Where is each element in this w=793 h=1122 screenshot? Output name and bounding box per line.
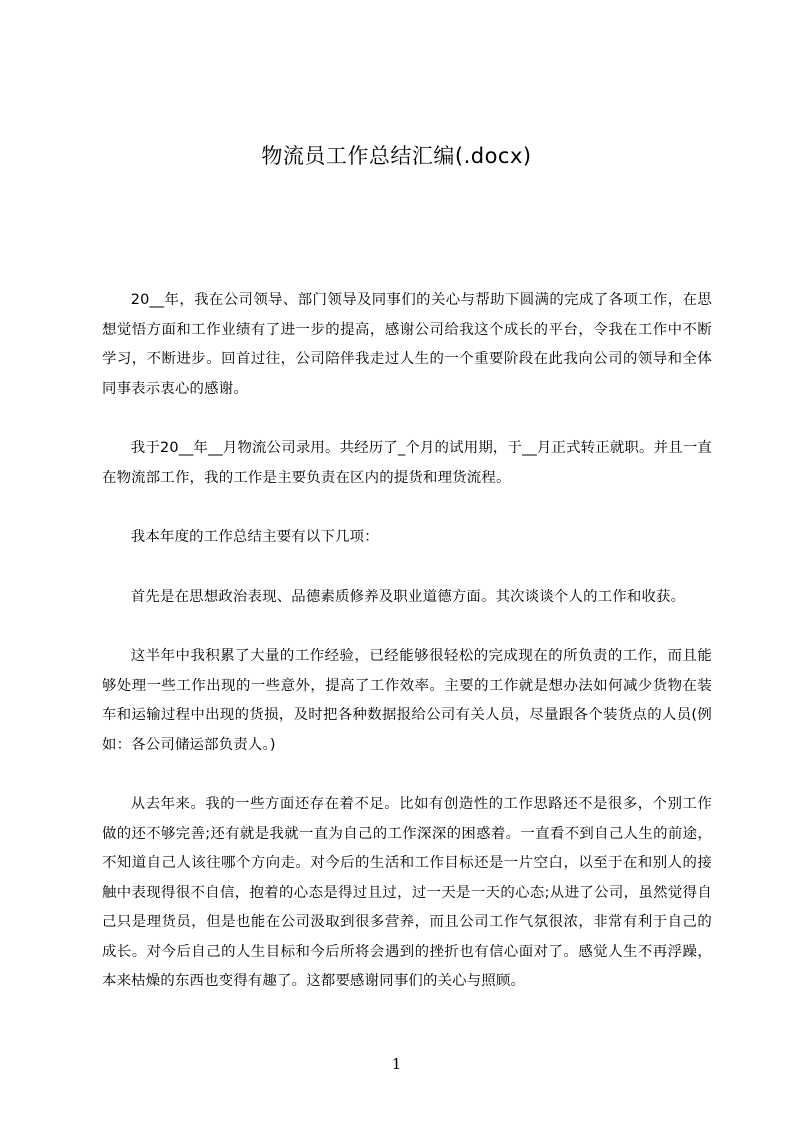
paragraph-shortcomings: 从去年来。我的一些方面还存在着不足。比如有创造性的工作思路还不是很多，个别工作做的还不够完善;还有就是我就一直为自己的工作深深的困惑着。一直看不到自己人生的前途，不知道自己人该往哪个方向走。对今后的生活和工作目标还是一片空白，以至于在和别人的接触中表现得很不自信，抱着的心态是得过且过，过一天是一天的心态;从进了公司，虽然觉得自己只是理货员，但是也能在公司汲取到很多营养，而且公司工作气氛很浓，非常有利于自己的成长。对今后自己的人生目标和今后所将会遇到的挫折也有信心面对了。感觉人生不再浮躁，本来枯燥的东西也变得有趣了。这都要感谢同事们的关心与照顾。 (102, 796, 712, 989)
document-body (102, 286, 712, 1027)
page-number: 1 (391, 1055, 402, 1073)
paragraph-intro: 20__年，我在公司领导、部门领导及同事们的关心与帮助下圆满的完成了各项工作，在思想觉悟方面和工作业绩有了进一步的提高，感谢公司给我这个成长的平台，令我在工作中不断学习，不断进步。回首过往，公司陪伴我走过人生的一个重要阶段在此我向公司的领导和全体同事表示衷心的感谢。 (102, 292, 712, 397)
paragraph-experience: 这半年中我积累了大量的工作经验，已经能够很轻松的完成现在的所负责的工作，而且能够处理一些工作出现的一些意外，提高了工作效率。主要的工作就是想办法如何减少货物在装车和运输过程中出现的货损，及时把各种数据报给公司有关人员，尽量跟各个装货点的人员(例如：各公司储运部负责人。) (102, 648, 712, 753)
paragraph-summary-lead: 我本年度的工作总结主要有以下几项： (130, 529, 379, 545)
paragraph-conduct: 首先是在思想政治表现、品德素质修养及职业道德方面。其次谈谈个人的工作和收获。 (130, 588, 686, 605)
document-title: 物流员工作总结汇编(.docx) (261, 144, 532, 168)
paragraph-employment: 我于20__年__月物流公司录用。共经历了_个月的试用期，于__月正式转正就职。并且一直在物流部工作，我的工作是主要负责在区内的提货和理货流程。 (102, 440, 712, 486)
